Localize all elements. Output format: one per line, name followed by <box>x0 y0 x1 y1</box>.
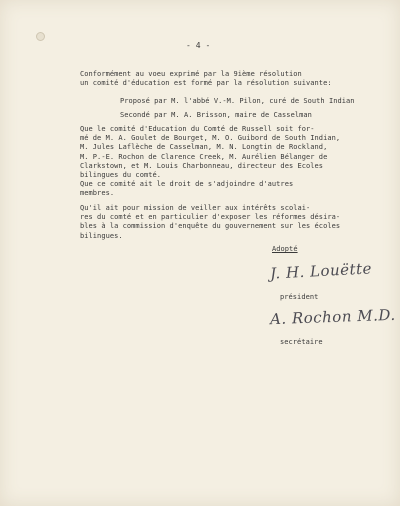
page-number: - 4 - <box>186 41 211 50</box>
committee-members-paragraph: Que le comité d'Education du Comté de Russell soit for- mé de M. A. Goulet de Bourget, M. O. Guibord de South Indian, M. Jules Laflèche de Casselman, M. N. Longtin de Rockland, M. P.-E. Rochon de Clarence Creek, M. Aurélien Bélanger de Clarkstown, et M. Louis Charbonneau, directeur des Ecoles bilingues du comté. <box>80 125 341 180</box>
resolution-intro-paragraph: Conformément au voeu exprimé par la 9ième résolution un comité d'éducation est formé par la résolution suivante: <box>80 70 332 88</box>
secretary-label: secrétaire <box>280 338 323 346</box>
adopted-label: Adopté <box>272 245 298 253</box>
proposed-by-line: Proposé par M. l'abbé V.-M. Pilon, curé de South Indian <box>120 97 355 105</box>
president-signature: J. H. Louëtte <box>269 259 373 283</box>
punch-hole <box>36 32 45 41</box>
mission-paragraph: Qu'il ait pour mission de veiller aux intérêts scolai- res du comté et en particulier d'exposer les réformes désira- bles à la commission d'enquête du gouvernement sur les écoles bilingues. <box>80 204 341 240</box>
co-opt-paragraph: Que ce comité ait le droit de s'adjoindre d'autres membres. <box>80 180 294 198</box>
president-label: président <box>280 293 319 301</box>
seconded-by-line: Secondé par M. A. Brisson, maire de Casselman <box>120 111 312 119</box>
secretary-signature: A. Rochon M.D. <box>269 305 396 329</box>
